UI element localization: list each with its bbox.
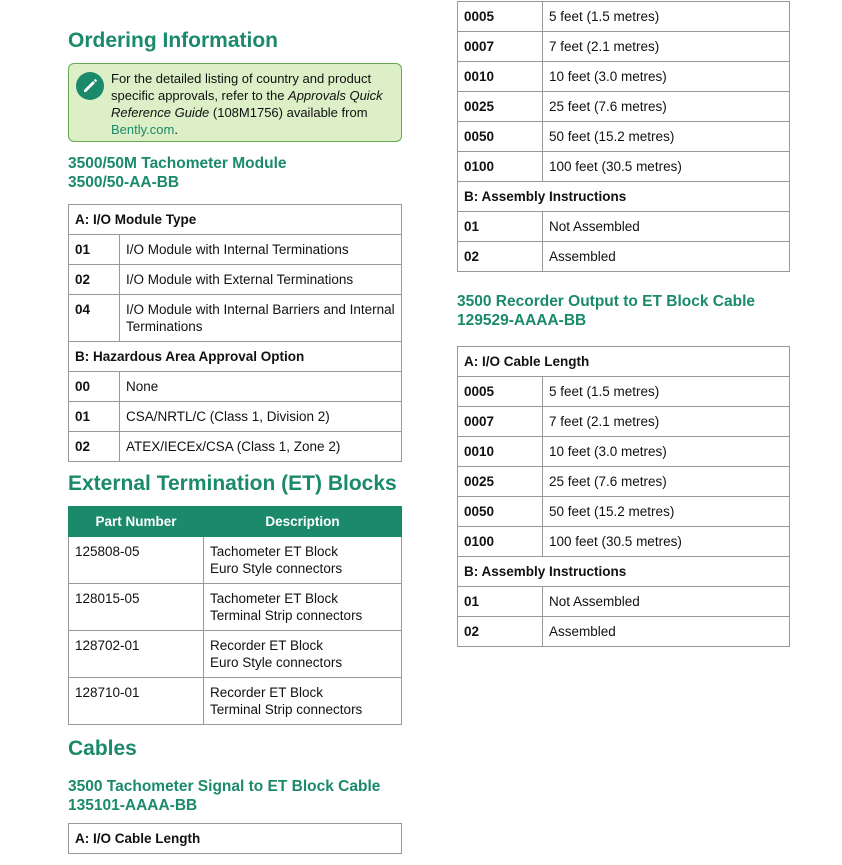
approvals-note — [68, 63, 402, 142]
table-row: 128710-01 Recorder ET Block Terminal Strip connectors — [69, 678, 402, 725]
et-blocks-table — [68, 506, 402, 725]
right-column — [457, 0, 790, 647]
section-row — [458, 182, 790, 212]
column-header: Description — [204, 507, 402, 537]
table-row: 0010 10 feet (3.0 metres) — [458, 437, 790, 467]
cable1-title: 3500 Tachometer Signal to ET Block Cable — [68, 778, 381, 795]
table-row: 0100 100 feet (30.5 metres) — [458, 527, 790, 557]
table-row: 02 Assembled — [458, 242, 790, 272]
table-row: 0100 100 feet (30.5 metres) — [458, 152, 790, 182]
section-row — [458, 347, 790, 377]
table-row: 0025 25 feet (7.6 metres) — [458, 92, 790, 122]
section-header: A: I/O Module Type — [69, 205, 402, 235]
column-header: Part Number — [69, 507, 204, 537]
table-row: 128015-05 Tachometer ET Block Terminal Strip connectors — [69, 584, 402, 631]
table-row: 01 I/O Module with Internal Terminations — [69, 235, 402, 265]
table-row: 02 ATEX/IECEx/CSA (Class 1, Zone 2) — [69, 432, 402, 462]
table-row: 0010 10 feet (3.0 metres) — [458, 62, 790, 92]
cable2-options-table — [457, 346, 790, 647]
section-row — [69, 824, 402, 854]
table-row: 0005 5 feet (1.5 metres) — [458, 377, 790, 407]
cable2-title: 3500 Recorder Output to ET Block Cable — [457, 293, 756, 310]
table-row: 0005 5 feet (1.5 metres) — [458, 2, 790, 32]
cable1-code: 135101-AAAA-BB — [68, 797, 198, 814]
section-header: B: Hazardous Area Approval Option — [69, 342, 402, 372]
section-header: B: Assembly Instructions — [458, 557, 790, 587]
table-row: 00 None — [69, 372, 402, 402]
cable2-code: 129529-AAAA-BB — [457, 312, 587, 329]
table-row: 02 Assembled — [458, 617, 790, 647]
table-row: 0050 50 feet (15.2 metres) — [458, 497, 790, 527]
et-blocks-title: External Termination (ET) Blocks — [68, 472, 397, 495]
module-title: 3500/50M Tachometer Module — [68, 155, 287, 172]
cable1-options-table-continued — [457, 1, 790, 272]
cable1-options-table — [68, 823, 402, 854]
section-header: A: I/O Cable Length — [69, 824, 402, 854]
table-row: 0007 7 feet (2.1 metres) — [458, 407, 790, 437]
section-row — [69, 342, 402, 372]
table-row: 0025 25 feet (7.6 metres) — [458, 467, 790, 497]
section-header: B: Assembly Instructions — [458, 182, 790, 212]
section-row — [458, 557, 790, 587]
table-row: 125808-05 Tachometer ET Block Euro Style connectors — [69, 537, 402, 584]
table-row: 0050 50 feet (15.2 metres) — [458, 122, 790, 152]
table-row: 04 I/O Module with Internal Barriers and Internal Terminations — [69, 295, 402, 342]
guide-title: Approvals Quick Reference Guide — [111, 88, 383, 120]
module-options-table — [68, 204, 402, 462]
section-header: A: I/O Cable Length — [458, 347, 790, 377]
table-row: 02 I/O Module with External Terminations — [69, 265, 402, 295]
ordering-title: Ordering Information — [68, 29, 278, 52]
module-code: 3500/50-AA-BB — [68, 174, 180, 191]
table-row: 128702-01 Recorder ET Block Euro Style connectors — [69, 631, 402, 678]
table-row: 01 CSA/NRTL/C (Class 1, Division 2) — [69, 402, 402, 432]
note-text: For the detailed listing of country and product specific approvals, refer to the Approvals Quick Reference Guide (108M1756) available from Bently.com. — [111, 71, 383, 137]
bently-link[interactable]: Bently.com — [111, 122, 175, 137]
table-header-row — [69, 507, 402, 537]
left-column — [68, 0, 402, 854]
table-row: 0007 7 feet (2.1 metres) — [458, 32, 790, 62]
table-row: 01 Not Assembled — [458, 212, 790, 242]
section-row — [69, 205, 402, 235]
cables-title: Cables — [68, 737, 137, 760]
table-row: 01 Not Assembled — [458, 587, 790, 617]
pencil-icon — [76, 72, 104, 100]
